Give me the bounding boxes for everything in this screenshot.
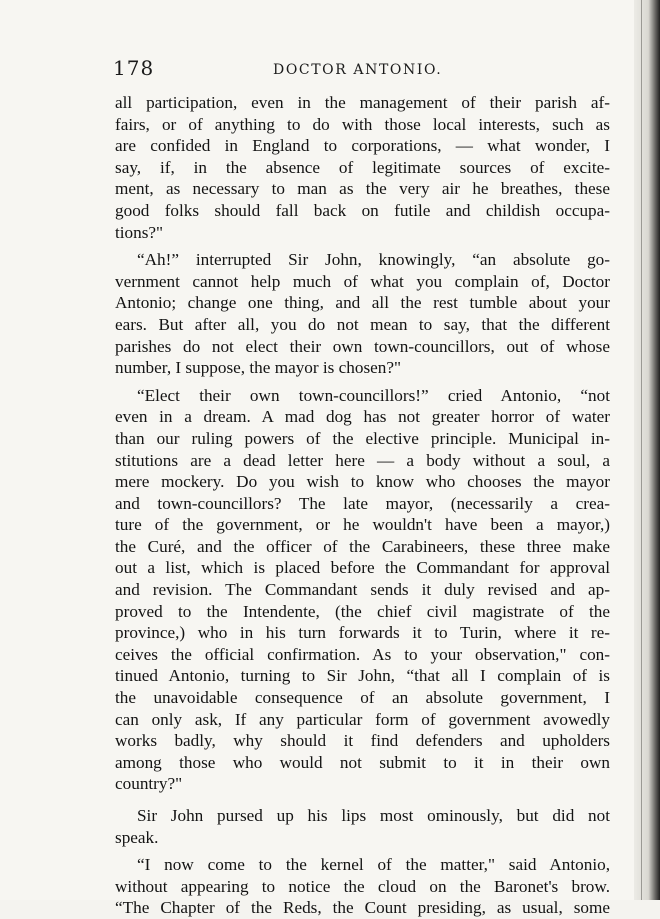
text-line: the Curé, and the officer of the Carabineers, these three make: [115, 536, 610, 556]
text-line: say, if, in the absence of legitimate sources of excite-: [115, 157, 610, 177]
text-line: even in a dream. A mad dog has not greater horror of water: [115, 407, 610, 427]
text-line: vernment cannot help much of what you complain of, Doctor: [115, 271, 610, 291]
text-line: all participation, even in the management of their parish af-: [115, 93, 610, 112]
text-line: without appearing to notice the cloud on the Baronet's brow.: [115, 876, 610, 896]
text-line: mere mockery. Do you wish to know who chooses the mayor: [115, 472, 610, 492]
text-line: province,) who in his turn forwards it to Turin, where it re-: [115, 623, 610, 643]
text-line: tinued Antonio, turning to Sir John, “that all I complain of is: [115, 666, 610, 686]
paragraph: [115, 805, 610, 848]
text-line: proved to the Intendente, (the chief civil magistrate of the: [115, 601, 610, 621]
paragraph: [115, 249, 610, 379]
text-line: speak.: [115, 827, 159, 847]
text-line: works badly, why should it find defenders and upholders: [115, 731, 610, 751]
text-line: ment, as necessary to man as the very air he breathes, these: [115, 179, 610, 199]
text-line: tions?": [115, 222, 164, 242]
paragraph: [115, 92, 610, 243]
text-line: fairs, or of anything to do with those local interests, such as: [115, 114, 610, 134]
text-line: among those who would not submit to it in their own: [115, 752, 610, 772]
text-line: ceives the official confirmation. As to your observation," con-: [115, 644, 610, 664]
text-line: stitutions are a dead letter here — a body without a soul, a: [115, 450, 610, 470]
text-line: the unavoidable consequence of an absolute government, I: [115, 688, 610, 708]
paragraph-gap: [115, 795, 610, 805]
paragraph: [115, 385, 610, 795]
text-line: Sir John pursed up his lips most ominously, but did not: [137, 806, 610, 825]
paragraph: [115, 854, 610, 919]
text-line: “The Chapter of the Reds, the Count presiding, as usual, some: [115, 898, 610, 918]
page-edge-line: [641, 0, 642, 900]
text-line: out a list, which is placed before the Commandant for approval: [115, 558, 610, 578]
text-line: ture of the government, or he wouldn't have been a mayor,): [115, 515, 610, 535]
page-gutter-shadow: [634, 0, 660, 900]
text-line: “Elect their own town-councillors!” cried Antonio, “not: [137, 385, 610, 405]
text-line: and revision. The Commandant sends it duly revised and ap-: [115, 580, 610, 600]
text-line: are confided in England to corporations, — what wonder, I: [115, 136, 610, 156]
text-line: and town-councillors? The late mayor, (necessarily a crea-: [115, 493, 610, 513]
text-line: “Ah!” interrupted Sir John, knowingly, “an absolute go-: [137, 250, 610, 270]
text-line: than our ruling powers of the elective principle. Municipal in-: [115, 428, 610, 448]
text-line: country?": [115, 774, 183, 794]
page-number: 178: [113, 56, 155, 80]
page-header: [113, 56, 615, 82]
text-line: can only ask, If any particular form of government avowedly: [115, 709, 610, 729]
text-line: Antonio; change one thing, and all the rest tumble about your: [115, 293, 610, 313]
text-line: ears. But after all, you do not mean to say, that the different: [115, 314, 610, 334]
text-line: number, I suppose, the mayor is chosen?": [115, 358, 402, 378]
text-line: good folks should fall back on futile and childish occupa-: [115, 200, 610, 220]
text-line: “I now come to the kernel of the matter," said Antonio,: [137, 855, 610, 875]
running-title: DOCTOR ANTONIO.: [273, 62, 443, 78]
body-text: [115, 92, 610, 919]
text-line: parishes do not elect their own town-councillors, out of whose: [115, 336, 610, 356]
